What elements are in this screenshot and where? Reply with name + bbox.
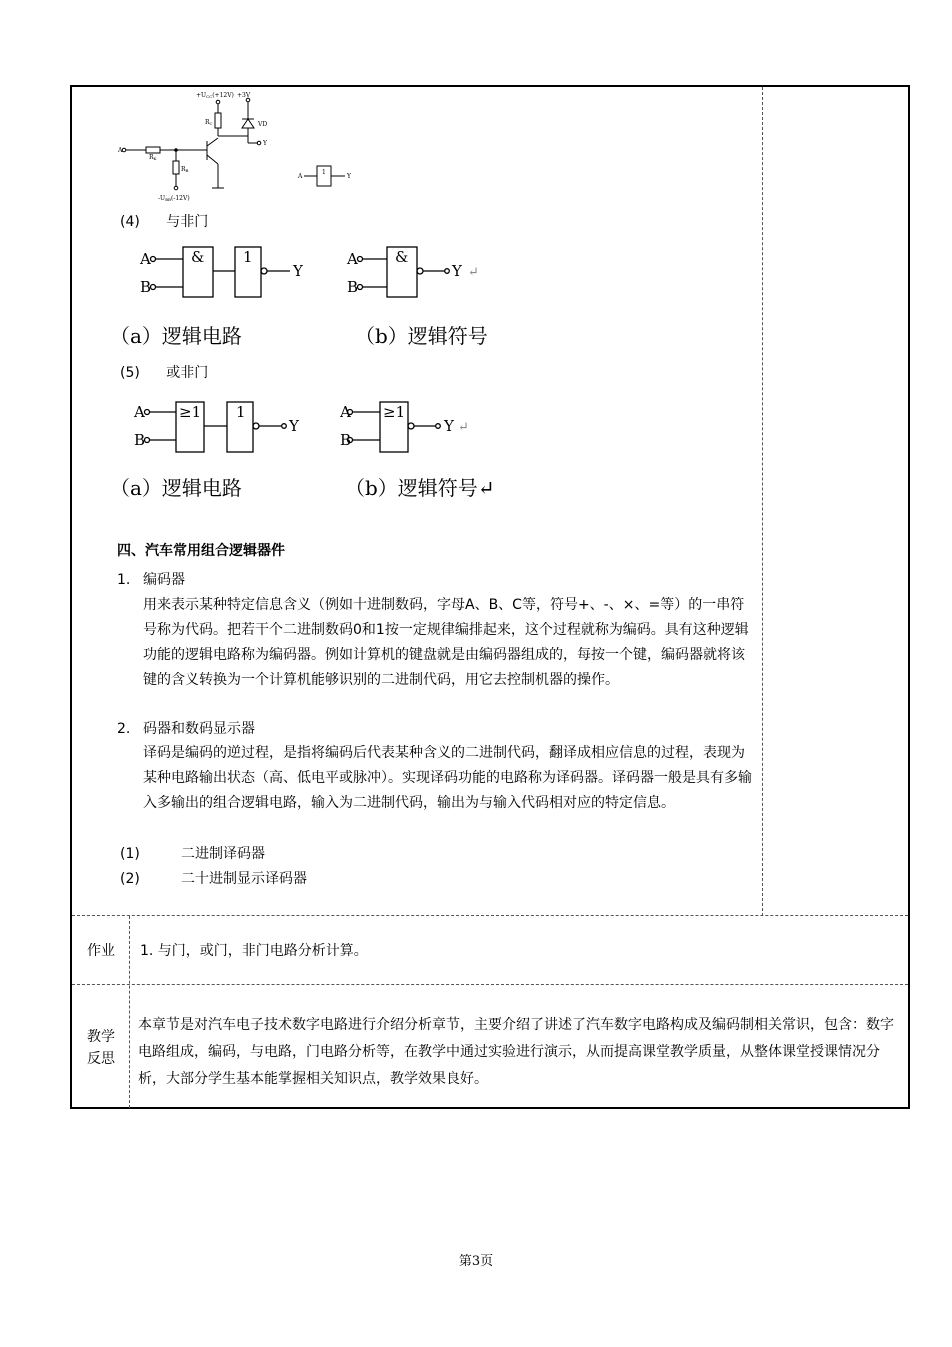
not-input-label: A [298, 173, 303, 180]
svg-text:-UBB(-12V): -UBB(-12V) [158, 195, 190, 202]
nand-caption-b: （b）逻辑符号 [355, 324, 488, 348]
output-y-label: Y [263, 140, 267, 147]
nor-heading-text: 或非门 [166, 365, 209, 381]
nand-input-b: B [140, 278, 152, 296]
svg-text:RB: RB [181, 166, 189, 173]
inverter-circuit-diagram [108, 88, 283, 208]
nand-symbol-input-a: A [347, 250, 358, 268]
plus3v-label: +3V [237, 92, 251, 99]
reflection-content: 本章节是对汽车电子技术数字电路进行介绍分析章节，主要介绍了讲述了汽车数字电路构成及编码制相关常识，包含：数字电路组成，编码，与电路，门电路分析等，在教学中通过实验进行演示，从而提高课堂教学质量，从整体课堂授课情况分析，大部分学生基本能掌握相关知识点，教学效果良好。 [138, 1017, 894, 1087]
nor-or-symbol: ≥1 [179, 403, 202, 421]
sub1-text: 二进制译码器 [181, 846, 265, 862]
item1-title: 编码器 [143, 572, 185, 588]
svg-text:RK: RK [149, 154, 157, 161]
nor-logic-symbol [340, 398, 480, 458]
nand-heading-text: 与非门 [166, 214, 209, 230]
rk-label: R [149, 154, 154, 161]
vd-label: VD [258, 121, 268, 128]
nand-symbol-input-b: B [347, 278, 359, 296]
nand-output: Y [293, 262, 303, 280]
nand-logic-symbol [345, 240, 495, 302]
nand-symbol-output: Y [452, 262, 462, 280]
sub1-number: (1) [120, 846, 140, 862]
section-title: 四、汽车常用组合逻辑器件 [117, 543, 285, 559]
nand-not-symbol: 1 [243, 248, 253, 266]
nor-not-symbol: 1 [236, 403, 246, 421]
vbb-label: -U [158, 195, 166, 202]
svg-text:RC: RC [205, 119, 213, 126]
input-a-label: A [118, 147, 123, 154]
homework-label: 作业 [87, 943, 115, 959]
nor-output: Y [289, 417, 299, 435]
rb-label: R [181, 166, 186, 173]
nor-caption-a: （a）逻辑电路 [110, 476, 242, 500]
column-divider [762, 87, 763, 916]
reflection-label [72, 1026, 130, 1070]
nor-symbol-input-a: A [340, 403, 351, 421]
item1-body: 用来表示某种特定信息含义（例如十进制数码，字母A、B、C等，符号+、-、×、=等）的一串符号称为代码。把若干个二进制数码0和1按一定规律编排起来，这个过程就称为编码。具有这种逻辑功能的逻辑电路称为编码器。例如计算机的键盘就是由编码器组成的，每按一个键，编码器就将该键的含义转换为一个计算机能够识别的二进制代码，用它去控制机器的操作。 [143, 597, 749, 688]
nand-logic-circuit [138, 240, 318, 302]
nor-input-b: B [134, 431, 146, 449]
sub2-number: (2) [120, 871, 140, 887]
nand-caption-a: （a）逻辑电路 [110, 324, 242, 348]
nand-and-symbol: & [191, 248, 205, 266]
not-gate-number: 1 [322, 169, 326, 176]
nand-heading-number: (4) [120, 214, 140, 230]
nor-heading [120, 363, 208, 383]
homework-content: 1. 与门，或门，非门电路分析计算。 [140, 943, 368, 959]
item1-number: 1. [117, 572, 131, 588]
nor-heading-number: (5) [120, 365, 140, 381]
nand-return-mark: ↵ [468, 265, 479, 280]
page-number: 第3页 [458, 1254, 494, 1269]
nor-logic-circuit [132, 398, 312, 458]
sub2-text: 二十进制显示译码器 [181, 871, 307, 887]
nand-heading [120, 212, 208, 232]
row-divider-reflection [72, 984, 908, 985]
nor-symbol-or: ≥1 [383, 403, 406, 421]
nor-input-a: A [134, 403, 145, 421]
nor-return-mark: ↵ [458, 420, 469, 435]
svg-text:+UCC(+12V): +UCC(+12V) [196, 92, 234, 99]
nand-input-a: A [140, 250, 151, 268]
reflection-label-line1: 教学 [87, 1029, 115, 1045]
item2-body: 译码是编码的逆过程，是指将编码后代表某种含义的二进制代码，翻译成相应信息的过程，表现为某种电路输出状态（高、低电平或脉冲）。实现译码功能的电路称为译码器。译码器一般是具有多输入多输出的组合逻辑电路，输入为二进制代码，输出为与输入代码相对应的特定信息。 [143, 745, 752, 811]
nor-symbol-output: Y [444, 417, 454, 435]
nor-symbol-input-b: B [340, 431, 352, 449]
not-output-label: Y [347, 173, 351, 180]
row-divider-homework [72, 915, 908, 916]
reflection-label-line2: 反思 [87, 1051, 115, 1067]
not-gate-symbol [295, 163, 360, 189]
nor-caption-b: （b）逻辑符号↵ [345, 476, 495, 500]
vcc-label: +U [196, 92, 207, 99]
item2-number: 2. [117, 721, 131, 737]
item2-title: 码器和数码显示器 [143, 721, 255, 737]
nand-symbol-and: & [395, 248, 409, 266]
rc-label: R [205, 119, 210, 126]
